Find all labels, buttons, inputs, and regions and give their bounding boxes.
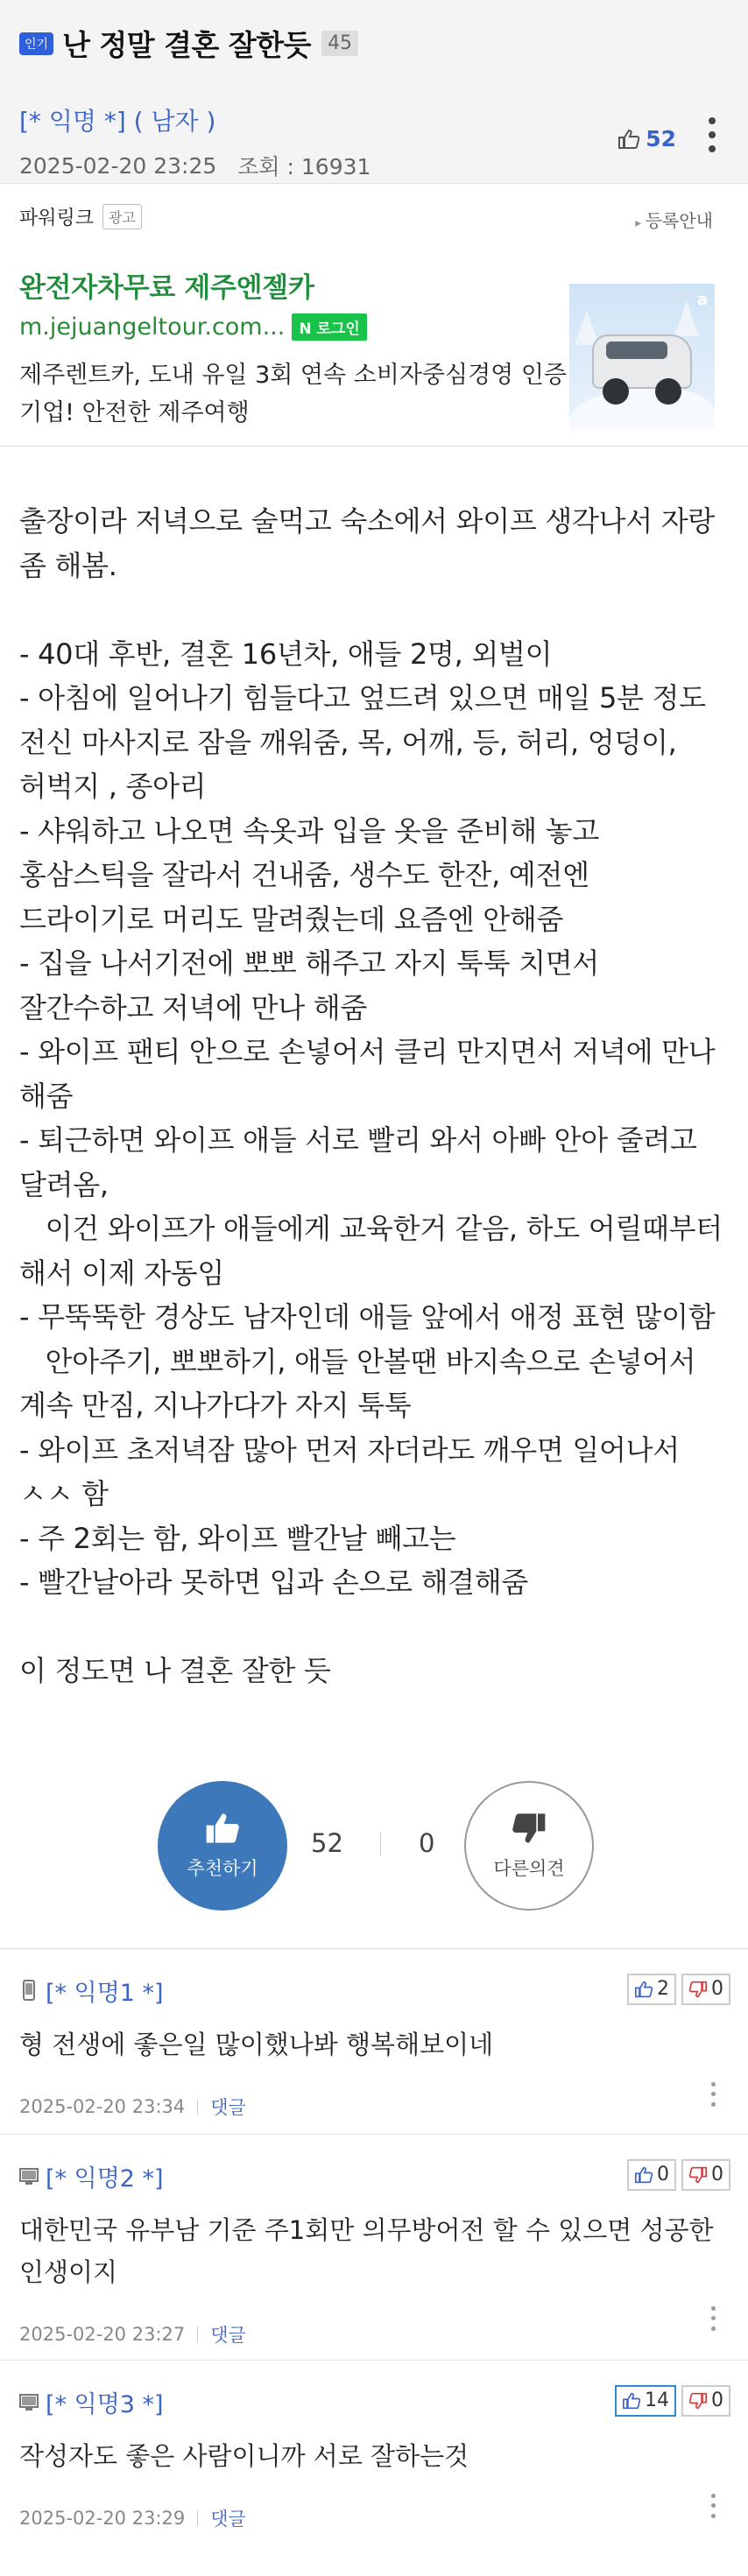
thumbs-up-icon	[622, 2392, 641, 2410]
comment-date: 2025-02-20 23:27	[19, 2323, 186, 2345]
mobile-device-icon	[19, 1979, 39, 2002]
view-count: 조회 : 16931	[237, 154, 371, 179]
post-meta	[19, 150, 729, 181]
post-body	[0, 447, 748, 1693]
comment-item	[0, 2135, 748, 2361]
thumbs-down-icon	[510, 1811, 548, 1846]
pc-device-icon	[19, 2164, 39, 2187]
recommend-count: 52	[311, 1827, 343, 1858]
recommend-button[interactable]	[158, 1781, 287, 1911]
post-date: 2025-02-20 23:25	[19, 152, 217, 179]
other-opinion-button[interactable]	[464, 1781, 594, 1911]
post-title: 난 정말 결혼 잘한듯	[62, 28, 312, 62]
other-opinion-label: 다른의견	[493, 1857, 565, 1879]
comment-more-icon[interactable]	[711, 2494, 716, 2518]
ad-url[interactable]: m.jejuangeltour.com...	[19, 313, 286, 341]
comment-text: 형 전생에 좋은일 많이했나봐 행복해보이네	[19, 2029, 494, 2059]
comment-more-icon[interactable]	[711, 2082, 716, 2107]
comment-author[interactable]: [* 익명1 *]	[46, 1979, 164, 2007]
reply-button[interactable]: 댓글	[210, 2508, 246, 2530]
reply-button[interactable]: 댓글	[210, 2324, 246, 2346]
post-author[interactable]: [* 익명 *] ( 남자 )	[19, 107, 216, 136]
comment-text: 작성자도 좋은 사람이니까 서로 잘하는것	[19, 2440, 469, 2471]
comment-author[interactable]: [* 익명2 *]	[46, 2164, 164, 2192]
comment-dislike-count: 0	[711, 2389, 723, 2411]
ad-badge: 광고	[102, 204, 142, 229]
vote-divider	[380, 1832, 381, 1856]
comment-like-count: 2	[657, 1978, 669, 2000]
comment-text: 대한민국 유부남 기준 주1회만 의무방어전 할 수 있으면 성공한 인생이지	[19, 2214, 714, 2287]
thumbs-up-icon	[203, 1811, 242, 1846]
thumbs-up-icon	[634, 1981, 653, 1998]
more-options-icon[interactable]	[708, 117, 716, 152]
post-like-count: 52	[646, 126, 676, 151]
post-header	[0, 0, 748, 184]
comment-like-button[interactable]	[615, 2385, 676, 2417]
thumbs-down-icon	[688, 2166, 708, 2184]
reply-count-badge: 45	[321, 31, 358, 56]
comment-item	[0, 1949, 748, 2135]
powerlink-ad[interactable]	[0, 184, 748, 447]
ad-title[interactable]: 완전자차무료 제주엔젤카	[19, 272, 314, 304]
recommend-label: 추천하기	[187, 1857, 258, 1879]
comment-dislike-button[interactable]	[681, 2159, 730, 2191]
title-row	[19, 23, 729, 64]
comment-like-button[interactable]	[627, 2159, 676, 2191]
reply-button[interactable]: 댓글	[210, 2096, 246, 2118]
hot-badge: 인기	[19, 32, 53, 55]
thumbs-up-icon	[617, 129, 640, 150]
comment-author[interactable]: [* 익명3 *]	[46, 2390, 164, 2418]
comment-dislike-count: 0	[711, 1978, 723, 2000]
pc-device-icon	[19, 2390, 39, 2413]
oppose-count: 0	[419, 1827, 435, 1858]
vote-area	[0, 1693, 748, 1949]
comment-like-count: 0	[657, 2164, 669, 2185]
comment-date: 2025-02-20 23:34	[19, 2095, 186, 2117]
comment-more-icon[interactable]	[711, 2306, 716, 2331]
ad-registration-link[interactable]: ▸ 등록안내	[635, 207, 713, 232]
naver-login-badge: N 로그인	[292, 313, 366, 341]
comment-item	[0, 2361, 748, 2536]
comment-dislike-button[interactable]	[681, 1974, 730, 2005]
thumbs-down-icon	[688, 1981, 708, 1998]
post-body-text: 출장이라 저녁으로 술먹고 숙소에서 와이프 생각나서 자랑 좀 해봄. - 40대 후반, 결혼 16년차, 애들 2명, 외벌이 - 아침에 일어나기 힘들다고 엎드려 있으면 매일 5분 정도 전신 마사지로 잠을 깨워줌, 목, 어깨, 등, 허리, 엉덩이, 허벅지 , 종아리 - 샤워하고 나오면 속옷과 입을 옷을 준비해 놓고 홍삼스틱을 잘라서 건내줌, 생수도 한잔, 예전엔 드라이기로 머리도 말려줬는데 요즘엔 안해줌 - 집을 나서기전에 뽀뽀 해주고 자지 툭툭 치면서 잘간수하고 저녁에 만나 해줌 - 와이프 팬티 안으로 손넣어서 클리 만지면서 저녁에 만나 해줌 - 퇴근하면 와이프 애들 서로 빨리 와서 아빠 안아 줄려고 달려옴, 이건 와이프가 애들에게 교육한거 같음, 하도 어릴때부터 해서 이제 자동임 - 무뚝뚝한 경상도 남자인데 애들 앞에서 애정 표현 많이함 안아주기, 뽀뽀하기, 애들 안볼땐 바지속으로 손넣어서 계속 만짐, 지나가다가 자지 툭툭 - 와이프 초저녁잠 많아 먼저 자더라도 깨우면 일어나서 ㅅㅅ 함 - 주 2회는 함, 와이프 빨간날 빼고는 - 빨간날아라 못하면 입과 손으로 해결해줌 이 정도면 나 결혼 잘한 듯	[19, 504, 723, 1687]
comment-dislike-count: 0	[711, 2164, 723, 2185]
thumbs-down-icon	[688, 2392, 708, 2410]
ad-description: 제주렌트카, 도내 유일 3회 연속 소비자중심경영 인증 기업! 안전한 제주여행	[19, 362, 567, 426]
comment-dislike-button[interactable]	[681, 2385, 730, 2417]
thumbs-up-icon	[634, 2166, 653, 2184]
comment-like-button[interactable]	[627, 1974, 676, 2005]
post-like-button[interactable]	[617, 126, 676, 151]
comment-like-count: 14	[645, 2389, 669, 2411]
comment-date: 2025-02-20 23:29	[19, 2507, 186, 2529]
ad-car-image[interactable]: a	[569, 284, 715, 429]
ad-label: 파워링크	[19, 208, 95, 229]
